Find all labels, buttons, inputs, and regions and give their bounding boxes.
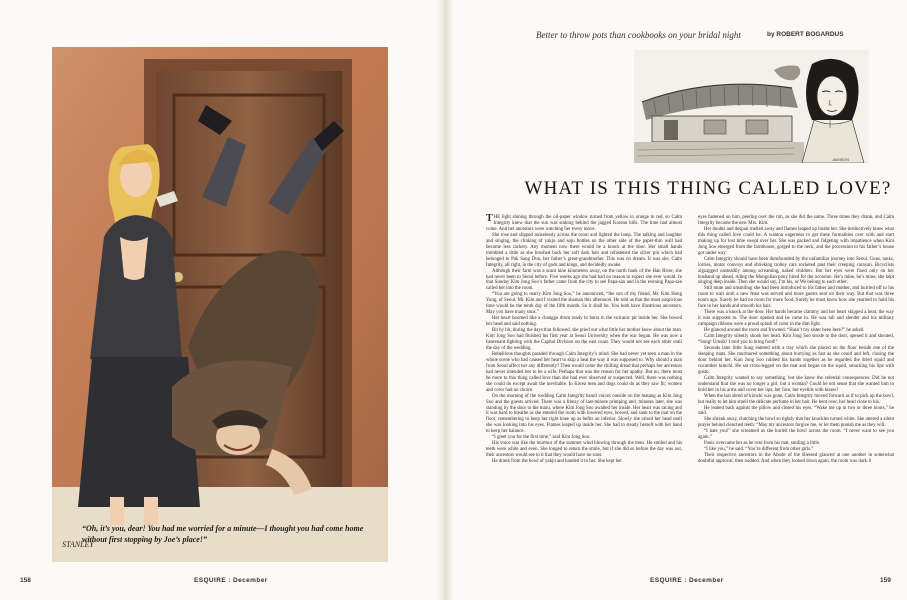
article-paragraph: Calm Integrity wanted to say something, but she knew the celestial consequences. Did he not understand that she was no longer a girl, but a woman? Could he not sense that she wanted him to hold her in his arms and cover her lips, her face, her eyelids with kisses? (698, 375, 894, 393)
article-paragraph: Calm Integrity silently shook her head. Kim Jong Soo strode to the door, opened it and shouted, “Sung! Umsik! I told you to bring food!” (698, 334, 894, 346)
page-number-right: 159 (880, 577, 891, 584)
article-column-1 (486, 215, 682, 465)
footer-magazine-right: ESQUIRE : December (650, 577, 724, 584)
article-paragraph: On the morning of the wedding Calm Integrity heard voices outside on the matang as Kim Jong Soo and the guests arrived. There was a frenzy of last-minute primping and, minutes later, she was standing by the door to the maru, where Kim Jong Soo awaited her inside. Her heart was racing and it was hard to breathe as she entered the room with lowered eyes, bowed, and sank to the mat on the floor, remembering to keep her right knee up as befits an inferior. Slowly she raised her head until she was looking into his eyes. Flames leaped up inside her. She had to steady herself with her hand to keep her balance. (486, 393, 682, 435)
footer-magazine-left: ESQUIRE : December (194, 577, 268, 584)
page-spine (436, 0, 454, 600)
right-page (454, 0, 907, 600)
article-paragraph: He leaned back against the pillow and closed his eyes. “Wake me up in two or three hours,” he said. (698, 405, 894, 417)
article-paragraph: eyes fastened on him, peering over the rim, as she did the same. Three times they drank, and Calm Integrity became the new Mrs. Kim. (698, 215, 894, 226)
artist-signature: STANLEY (62, 540, 94, 549)
article-paragraph: Panic overcame her as he rose from his mat, smiling a little. (704, 441, 821, 447)
end-mark: ‖ (869, 459, 871, 465)
cartoon-caption: “Oh, it’s you, dear! You had me worried for a minute—I thought you had come home without first stopping by Joe’s place!” (82, 524, 364, 544)
article-paragraph: Her heart boomed like a changgu drum ready to burst in the volcanic pit inside her. She bowed her head and said nothing. (486, 316, 682, 328)
article-paragraph (698, 453, 894, 465)
article-paragraph: “You are going to marry Kim Jong Soo,” he announced, “the son of my friend, Mr. Kim Hong Yung, of Seoul. Mr. Kim and I visited the shaman this afternoon. He told us that the most auspicious time would be the tenth day of the fifth month. So it shall be. You both have illustrious ancestors. May you have many sons.” (486, 292, 682, 316)
left-page (0, 0, 440, 600)
article-paragraph: Although their farm was a scant nine kilometers away, on the north bank of the Han River, she had never been to Seoul before. Five weeks ago she had had no reason to expect she ever would. In that Sunday Kim Jong Soo’s father came from the city to see Papa-san and in the evening Papa-san called her into the room. (486, 268, 682, 292)
article-paragraph: “I hate you!” she screamed as she hurled the bowl across the room. “I never want to see you again.” (698, 429, 894, 441)
article-byline: by ROBERT BOGARDUS (767, 31, 844, 38)
article-paragraph: He glanced around the room and frowned. “Hasn’t my sister been here?” he asked. (704, 328, 865, 334)
article-deck: Better to throw pots than cookbooks on your bridal night (536, 30, 741, 40)
article-paragraph: There was a knock at the door. Her hands became clammy and her heart skipped a beat, the way it was supposed to. The door opened and he came in. He was tall and slender and his military campaign ribbons were a proud splash of color in the dim light. (698, 310, 894, 328)
article-paragraph: “I greet you for the first time,” said Kim Jong Soo. (492, 435, 591, 441)
article-paragraph: Her doubts and despair melted away and flames leaped up inside her. She instinctively knew what this thing called love could be. A wanton eagerness to get these formalities over with and start making up for lost time swept over her. She was packed and fidgeting with impatience when Kim Jong Soo emerged from the farmhouse, gorged to the neck, and the procession to his father’s house got under way. (698, 226, 894, 256)
article-paragraph: Bit by bit, during the days that followed, she pried out what little her mother knew about the man. Kim Jong Soo had finished his first year at Seoul University when the war began. He was now a lieutenant fighting with the Capital Division on the east coast. They would not see each other until the day of the wedding. (486, 328, 682, 351)
article-paragraph: She shrank away, clutching the bowl so tightly that her knuckles turned white. She uttered a silent prayer behind clenched teeth: “May my ancestors forgive me, or let them punish me as they will. (698, 417, 894, 429)
woman-portrait-drawing (802, 59, 864, 163)
page-number-left: 158 (20, 577, 31, 584)
article-paragraph: Calm Integrity should have been dumfounded by the unfamiliar journey into Seoul. Guns, tanks, lorries, motor convoys and shrieking trolley cars rocketed past their creeping caravan. Bicyclists zigzagged unsteadily among screaming, naked children. But her eyes were fixed only on her husband up ahead, riding the Mongolian pony hired for the occasion. He’s mine, he’s mine, she kept singing deep inside. Then she would say, I’m his, or We belong to each other. (698, 256, 894, 286)
article-paragraph: Rebellious thoughts paraded through Calm Integrity’s mind. She had never yet seen a man in the whole scene who had caused her heart to skip a beat the way it was supposed to. Why should a man from Seoul affect her any differently? Then would come the chilling dread that perhaps her ancestors had never intended her to be a wife. Perhaps that was the reason for her apathy. But no, there must be more to this thing called love than she had ever observed or suspected. Well, there was nothing she could do except await the inevitable. In Korea men and dogs could do as they saw fit; women and cows had no choice. (486, 351, 682, 393)
sketch-signature: JAMISON (832, 158, 849, 162)
article-paragraph: Still mute and unsmiling she had been introduced to his father and mother, and hurried off to his room to wait until a new feast was served and more guests sent on their way. But that was three hours ago. Surely he had no room for more food. Surely he must know how she yearned to hold his face in her hands and smooth his hair. (698, 286, 894, 310)
sketch-illustration (634, 50, 869, 163)
article-paragraph: Seconds later little Sung entered with a tray which she placed on the floor beside one of the sleeping mats. She murmured something about hurrying as fast as she could and left, closing the door behind her. Kim Jong Soo rubbed his hands together as he regarded the dried squid and cucumber kimchi. He sat cross-legged on the mat and began on the squid, smacking his lips with gusto. (698, 345, 894, 375)
article-paragraph-text: HE light shining through the oil-paper window turned from yellow to orange to red, so Calm Integrity knew that the sun was sinking behind the jagged Korean hills. The time had almost come. And her ancestors were watching her every move. (486, 215, 682, 232)
article-paragraph: She rose and slipped noiselessly across the room and lighted the lamp. The talking and laughter and singing, the clinking of yakju and soju bottles on the other side of the paper-thin wall had become less rackety. Any moment now there would be a knock at the door. Her small hands trembled a little as she brushed back her soft dark hair and refastened the silver pin which had belonged to Pak Sang Dun, her father’s great-grandmother. This was no dream. It was she, Calm Integrity, all right, in the city of gods and kings, and decidedly awake. (486, 232, 682, 268)
article-column-2 (698, 215, 894, 465)
cartoon-illustration (52, 47, 388, 562)
article-headline: WHAT IS THIS THING CALLED LOVE? (524, 178, 892, 199)
article-paragraph: His voice was like the murmur of the summer wind blowing through the trees. He smiled and his teeth were white and even. She longed to return the smile, but if she did so before the day was out, their ancestors would see to it that they would have no sons. (486, 441, 682, 459)
article-paragraph: When the last shred of kimchi was gone, Calm Integrity moved forward as if to pick up the bowl, but really to let him smell the delicate perfume in her hair. He bent over, her head close to his. (698, 393, 894, 405)
article-paragraph (486, 215, 682, 233)
drop-cap: T (486, 213, 493, 224)
article-paragraph: He drank from the bowl of yakju and handed it to her. She kept her (492, 459, 622, 465)
article-paragraph-text: Their respective ancestors in the Abode of the Blessed glanced at one another in somewhat doubtful approval, then nodded. And when they looked down again, the room was dark. (698, 453, 894, 465)
article-paragraph: “I like you,” he said. “You’re different from other girls.” (704, 447, 814, 453)
